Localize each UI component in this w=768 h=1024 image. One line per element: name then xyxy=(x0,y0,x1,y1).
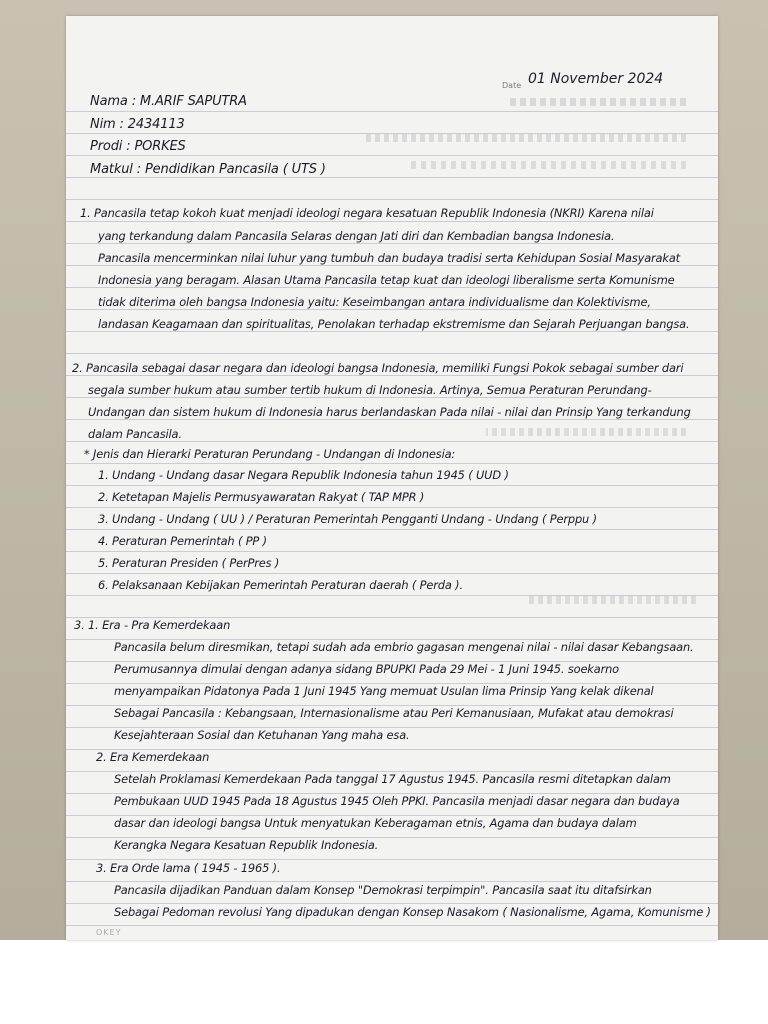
text-line: Indonesia yang beragam. Alasan Utama Pancasila tetap kuat dan ideologi liberalisme serta Komunisme xyxy=(98,273,675,287)
date-label: Date xyxy=(502,81,522,90)
text-line: 3. 1. Era - Pra Kemerdekaan xyxy=(74,618,231,632)
text-line: 3. Undang - Undang ( UU ) / Peraturan Pemerintah Pengganti Undang - Undang ( Perppu ) xyxy=(98,512,597,526)
text-line: 1. Undang - Undang dasar Negara Republik Indonesia tahun 1945 ( UUD ) xyxy=(98,468,509,482)
text-line: yang terkandung dalam Pancasila Selaras dengan Jati diri dan Kembadian bangsa Indonesia. xyxy=(98,229,615,243)
text-line: Pancasila belum diresmikan, tetapi sudah ada embrio gagasan mengenai nilai - nilai dasar Kebangsaan. xyxy=(114,640,694,654)
text-line: 6. Pelaksanaan Kebijakan Pemerintah Peraturan daerah ( Perda ). xyxy=(98,578,463,592)
show-through-1 xyxy=(506,98,686,106)
rule-line xyxy=(66,155,718,156)
rule-line xyxy=(66,221,718,222)
text-line: Pancasila mencerminkan nilai luhur yang tumbuh dan budaya tradisi serta Kehidupan Sosial Masyarakat xyxy=(98,251,680,265)
rule-line xyxy=(66,177,718,178)
show-through-4 xyxy=(486,428,686,436)
rule-line xyxy=(66,331,718,332)
course-name: Matkul : Pendidikan Pancasila ( UTS ) xyxy=(90,162,326,177)
rule-line xyxy=(66,419,718,420)
rule-line xyxy=(66,573,718,574)
text-line: dalam Pancasila. xyxy=(88,427,182,441)
show-through-2 xyxy=(366,134,686,142)
text-line: Setelah Proklamasi Kemerdekaan Pada tanggal 17 Agustus 1945. Pancasila resmi ditetapkan dalam xyxy=(114,772,671,786)
text-line: Pancasila dijadikan Panduan dalam Konsep "Demokrasi terpimpin". Pancasila saat itu ditafsirkan xyxy=(114,883,652,897)
rule-line xyxy=(66,925,718,926)
text-line: Sebagai Pedoman revolusi Yang dipadukan dengan Konsep Nasakom ( Nasionalisme, Agama, Komunisme ) xyxy=(114,905,711,919)
rule-line xyxy=(66,881,718,882)
text-line: Perumusannya dimulai dengan adanya sidang BPUPKI Pada 29 Mei - 1 Juni 1945. soekarno xyxy=(114,662,619,676)
rule-line xyxy=(66,441,718,442)
rule-line xyxy=(66,243,718,244)
student-id: Nim : 2434113 xyxy=(90,117,185,132)
text-line: menyampaikan Pidatonya Pada 1 Juni 1945 Yang memuat Usulan lima Prinsip Yang kelak dikenal xyxy=(114,684,654,698)
rule-line xyxy=(66,463,718,464)
show-through-5 xyxy=(526,596,696,604)
text-line: 2. Pancasila sebagai dasar negara dan ideologi bangsa Indonesia, memiliki Fungsi Pokok sebagai sumber dari xyxy=(72,361,684,375)
text-line: Undangan dan sistem hukum di Indonesia harus berlandaskan Pada nilai - nilai dan Prinsip Yang terkandung xyxy=(88,405,691,419)
rule-line xyxy=(66,111,718,112)
text-line: Kesejahteraan Sosial dan Ketuhanan Yang maha esa. xyxy=(114,728,410,742)
rule-line xyxy=(66,529,718,530)
rule-line xyxy=(66,309,718,310)
text-line: Kerangka Negara Kesatuan Republik Indonesia. xyxy=(114,838,379,852)
text-line: segala sumber hukum atau sumber tertib hukum di Indonesia. Artinya, Semua Peraturan Perundang- xyxy=(88,383,652,397)
text-line: landasan Keagamaan dan spiritualitas, Penolakan terhadap ekstremisme dan Sejarah Perjuangan bangsa. xyxy=(98,317,690,331)
show-through-3 xyxy=(406,161,686,169)
text-line: * Jenis dan Hierarki Peraturan Perundang - Undangan di Indonesia: xyxy=(84,447,456,461)
rule-line xyxy=(66,507,718,508)
text-line: 1. Pancasila tetap kokoh kuat menjadi ideologi negara kesatuan Republik Indonesia (NKRI) Karena nilai xyxy=(80,206,654,220)
notebook-page xyxy=(66,16,718,940)
text-line: 2. Era Kemerdekaan xyxy=(96,750,210,764)
rule-line xyxy=(66,199,718,200)
student-name: Nama : M.ARIF SAPUTRA xyxy=(90,94,247,109)
rule-line xyxy=(66,287,718,288)
rule-line xyxy=(66,265,718,266)
rule-line xyxy=(66,903,718,904)
study-program: Prodi : PORKES xyxy=(90,139,186,154)
rule-line xyxy=(66,353,718,354)
text-line: 5. Peraturan Presiden ( PerPres ) xyxy=(98,556,280,570)
paper-brand-mark: OKEY xyxy=(96,928,122,937)
rule-line xyxy=(66,397,718,398)
rule-line xyxy=(66,859,718,860)
rule-line xyxy=(66,485,718,486)
rule-line xyxy=(66,375,718,376)
text-line: 3. Era Orde lama ( 1945 - 1965 ). xyxy=(96,861,281,875)
text-line: dasar dan ideologi bangsa Untuk menyatukan Keberagaman etnis, Agama dan budaya dalam xyxy=(114,816,637,830)
text-line: tidak diterima oleh bangsa Indonesia yaitu: Keseimbangan antara individualisme dan Kolektivisme, xyxy=(98,295,651,309)
text-line: 4. Peraturan Pemerintah ( PP ) xyxy=(98,534,267,548)
rule-line xyxy=(66,551,718,552)
text-line: Pembukaan UUD 1945 Pada 18 Agustus 1945 Oleh PPKI. Pancasila menjadi dasar negara dan budaya xyxy=(114,794,680,808)
text-line: 2. Ketetapan Majelis Permusyawaratan Rakyat ( TAP MPR ) xyxy=(98,490,425,504)
text-line: Sebagai Pancasila : Kebangsaan, Internasionalisme atau Peri Kemanusiaan, Mufakat atau demokrasi xyxy=(114,706,674,720)
date-value: 01 November 2024 xyxy=(528,71,664,87)
